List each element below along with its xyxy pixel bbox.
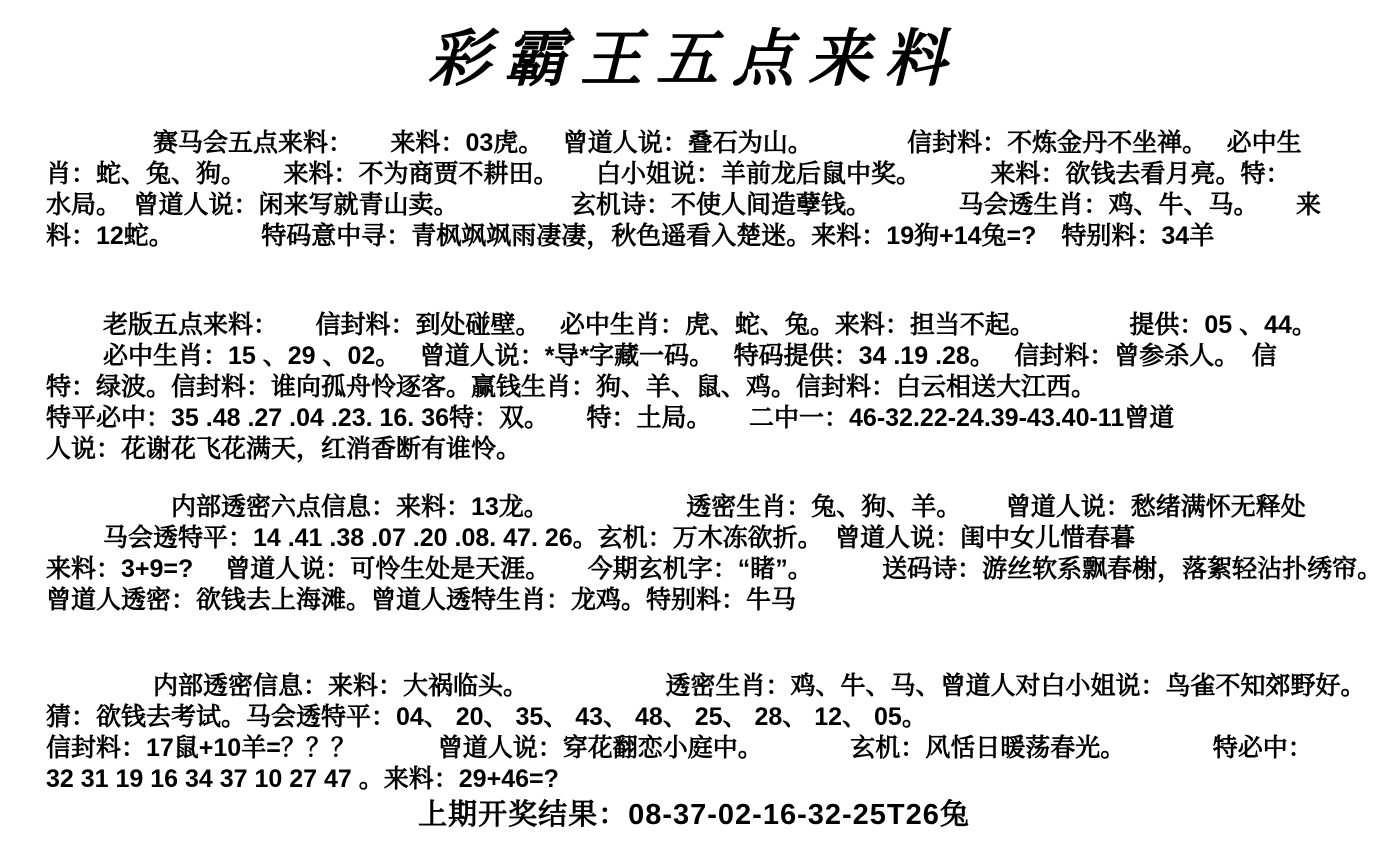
text-line: 老版五点来料： 信封料：到处碰壁。 必中生肖：虎、蛇、兔。来料：担当不起。 提供：05 、44。	[46, 311, 1317, 339]
section-neibu-info	[0, 671, 1388, 795]
section-saimahui-five-points	[0, 128, 1388, 252]
text-line: 内部透密信息：来料：大祸临头。 透密生肖：鸡、牛、马、曾道人对白小姐说：鸟雀不知郊野好。	[46, 672, 1366, 700]
text-line: 特平必中：35 .48 .27 .04 .23. 16. 36特：双。 特：土局。 二中一：46-32.22-24.39-43.40-11曾道	[46, 404, 1175, 432]
text-line: 必中生肖：15 、29 、02。 曾道人说：*导*字藏一码。 特码提供：34 .19 .28。 信封料：曾参杀人。 信	[46, 342, 1277, 370]
text-line: 料：12蛇。 特码意中寻：青枫飒飒雨凄凄，秋色遥看入楚迷。来料：19狗+14兔=? 特别料：34羊	[46, 222, 1215, 250]
text-line: 人说：花谢花飞花满天，红消香断有谁怜。	[46, 435, 522, 463]
text-line: 马会透特平：14 .41 .38 .07 .20 .08. 47. 26。玄机：万木冻欲折。 曾道人说：闺中女儿惜春暮	[46, 524, 1136, 552]
text-line: 猜：欲钱去考试。马会透特平：04、 20、 35、 43、 48、 25、 28、 12、 05。	[46, 703, 927, 731]
section-neibu-six-points	[0, 492, 1388, 616]
text-line: 曾道人透密：欲钱去上海滩。曾道人透特生肖：龙鸡。特别料：牛马	[46, 586, 797, 614]
text-line: 水局。 曾道人说：闲来写就青山卖。 玄机诗：不使人间造孽钱。 马会透生肖：鸡、牛、马。 来	[46, 191, 1322, 219]
section-laoban-five-points	[0, 310, 1388, 465]
text-line: 信封料：17鼠+10羊=？？？ 曾道人说：穿花翻恋小庭中。 玄机：风恬日暖荡春光。 特必中：	[46, 734, 1313, 762]
text-line: 32 31 19 16 34 37 10 27 47 。来料：29+46=?	[46, 765, 559, 793]
text-line: 来料：3+9=? 曾道人说：可怜生处是天涯。 今期玄机字：“睹”。 送码诗：游丝软系飘春榭，落絮轻沾扑绣帘。	[46, 555, 1383, 583]
text-line: 特：绿波。信封料：谁向孤舟怜逐客。赢钱生肖：狗、羊、鼠、鸡。信封料：白云相送大江西。	[46, 373, 1097, 401]
page-title: 彩霸王五点来料	[427, 22, 960, 95]
text-line: 内部透密六点信息：来料：13龙。 透密生肖：兔、狗、羊。 曾道人说：愁绪满怀无释处	[46, 493, 1306, 521]
last-draw-result: 上期开奖结果：08-37-02-16-32-25T26兔	[418, 799, 970, 831]
text-line: 肖：蛇、兔、狗。 来料：不为商贾不耕田。 白小姐说：羊前龙后鼠中奖。 来料：欲钱去看月亮。特：	[46, 160, 1291, 188]
page	[0, 14, 1388, 850]
text-line: 赛马会五点来料： 来料：03虎。 曾道人说：叠石为山。 信封料：不炼金丹不坐禅。 必中生	[46, 129, 1302, 157]
